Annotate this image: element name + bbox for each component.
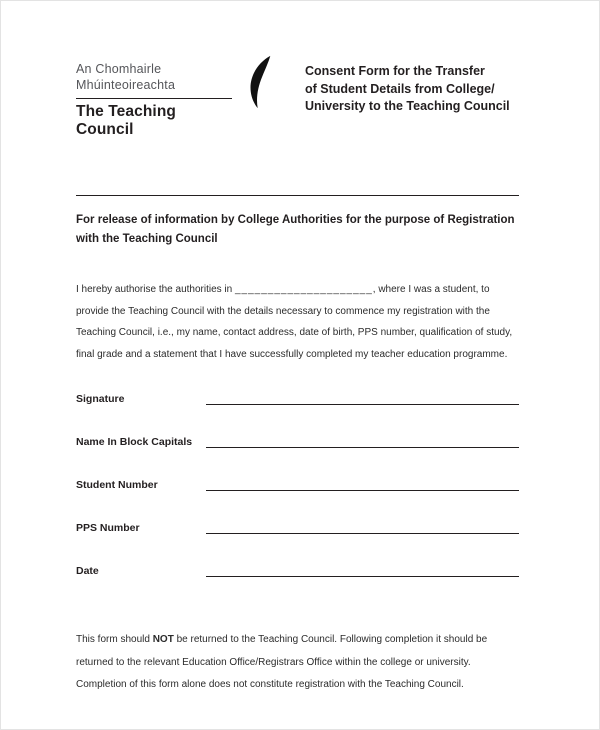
- form-title-line-2: of Student Details from College/: [305, 81, 495, 96]
- field-label-student-number: Student Number: [76, 479, 158, 491]
- logo-irish-line-1: An Chomhairle: [76, 62, 162, 76]
- form-title-line-3: University to the Teaching Council: [305, 99, 510, 113]
- authorisation-paragraph: [76, 279, 519, 365]
- pps-number-line: [206, 516, 519, 534]
- form-header: [76, 61, 519, 139]
- signature-line: [206, 387, 519, 405]
- field-row-student-number: [76, 473, 519, 491]
- logo-english-name: The Teaching Council: [76, 103, 176, 138]
- form-title: [305, 61, 519, 116]
- leaf-icon: [246, 55, 273, 109]
- date-line: [206, 559, 519, 577]
- section-heading-line-2: with the Teaching Council: [76, 233, 218, 245]
- field-label-date: Date: [76, 565, 99, 577]
- form-fields: [76, 387, 519, 577]
- section-heading-line-1: For release of information by College Authorities for the purpose of Registration: [76, 214, 515, 226]
- field-row-pps-number: [76, 516, 519, 534]
- field-label-signature: Signature: [76, 393, 125, 405]
- name-block-capitals-line: [206, 430, 519, 448]
- footer-note-part-2: be returned to the Teaching Council. Following completion it should be returned to the relevant Education Office/Registrars Office within the college or university. Completion of this form alone does not constitute registration with the Teaching Council.: [76, 634, 488, 690]
- field-label-pps-number: PPS Number: [76, 522, 140, 534]
- footer-note: [76, 629, 519, 697]
- field-row-name-block-capitals: [76, 430, 519, 448]
- logo-irish-line-2: Mhúinteoireachta: [76, 78, 176, 92]
- form-title-line-1: Consent Form for the Transfer: [305, 64, 485, 78]
- field-label-name-block-capitals: Name In Block Capitals: [76, 436, 193, 448]
- paragraph-post-blank: , where I was a student, to provide the Teaching Council with the details necessary to commence my registration with the Teaching Council, i.e., my name, contact address, date of birth, PPS number, qualification of study, final grade and a statement that I have successfully completed my teacher education programme.: [76, 284, 513, 360]
- paragraph-pre-blank: I hereby authorise the authorities in: [76, 284, 235, 295]
- divider-rule: [76, 195, 519, 196]
- teaching-council-logo: [76, 61, 273, 139]
- student-number-line: [206, 473, 519, 491]
- logo-divider: [76, 98, 232, 99]
- footer-note-bold: NOT: [152, 634, 174, 645]
- field-row-signature: [76, 387, 519, 405]
- authority-blank-line: _____________________: [234, 284, 373, 295]
- field-row-date: [76, 559, 519, 577]
- logo-text-block: [76, 61, 232, 139]
- footer-note-part-1: This form should: [76, 634, 153, 645]
- section-heading: [76, 211, 519, 249]
